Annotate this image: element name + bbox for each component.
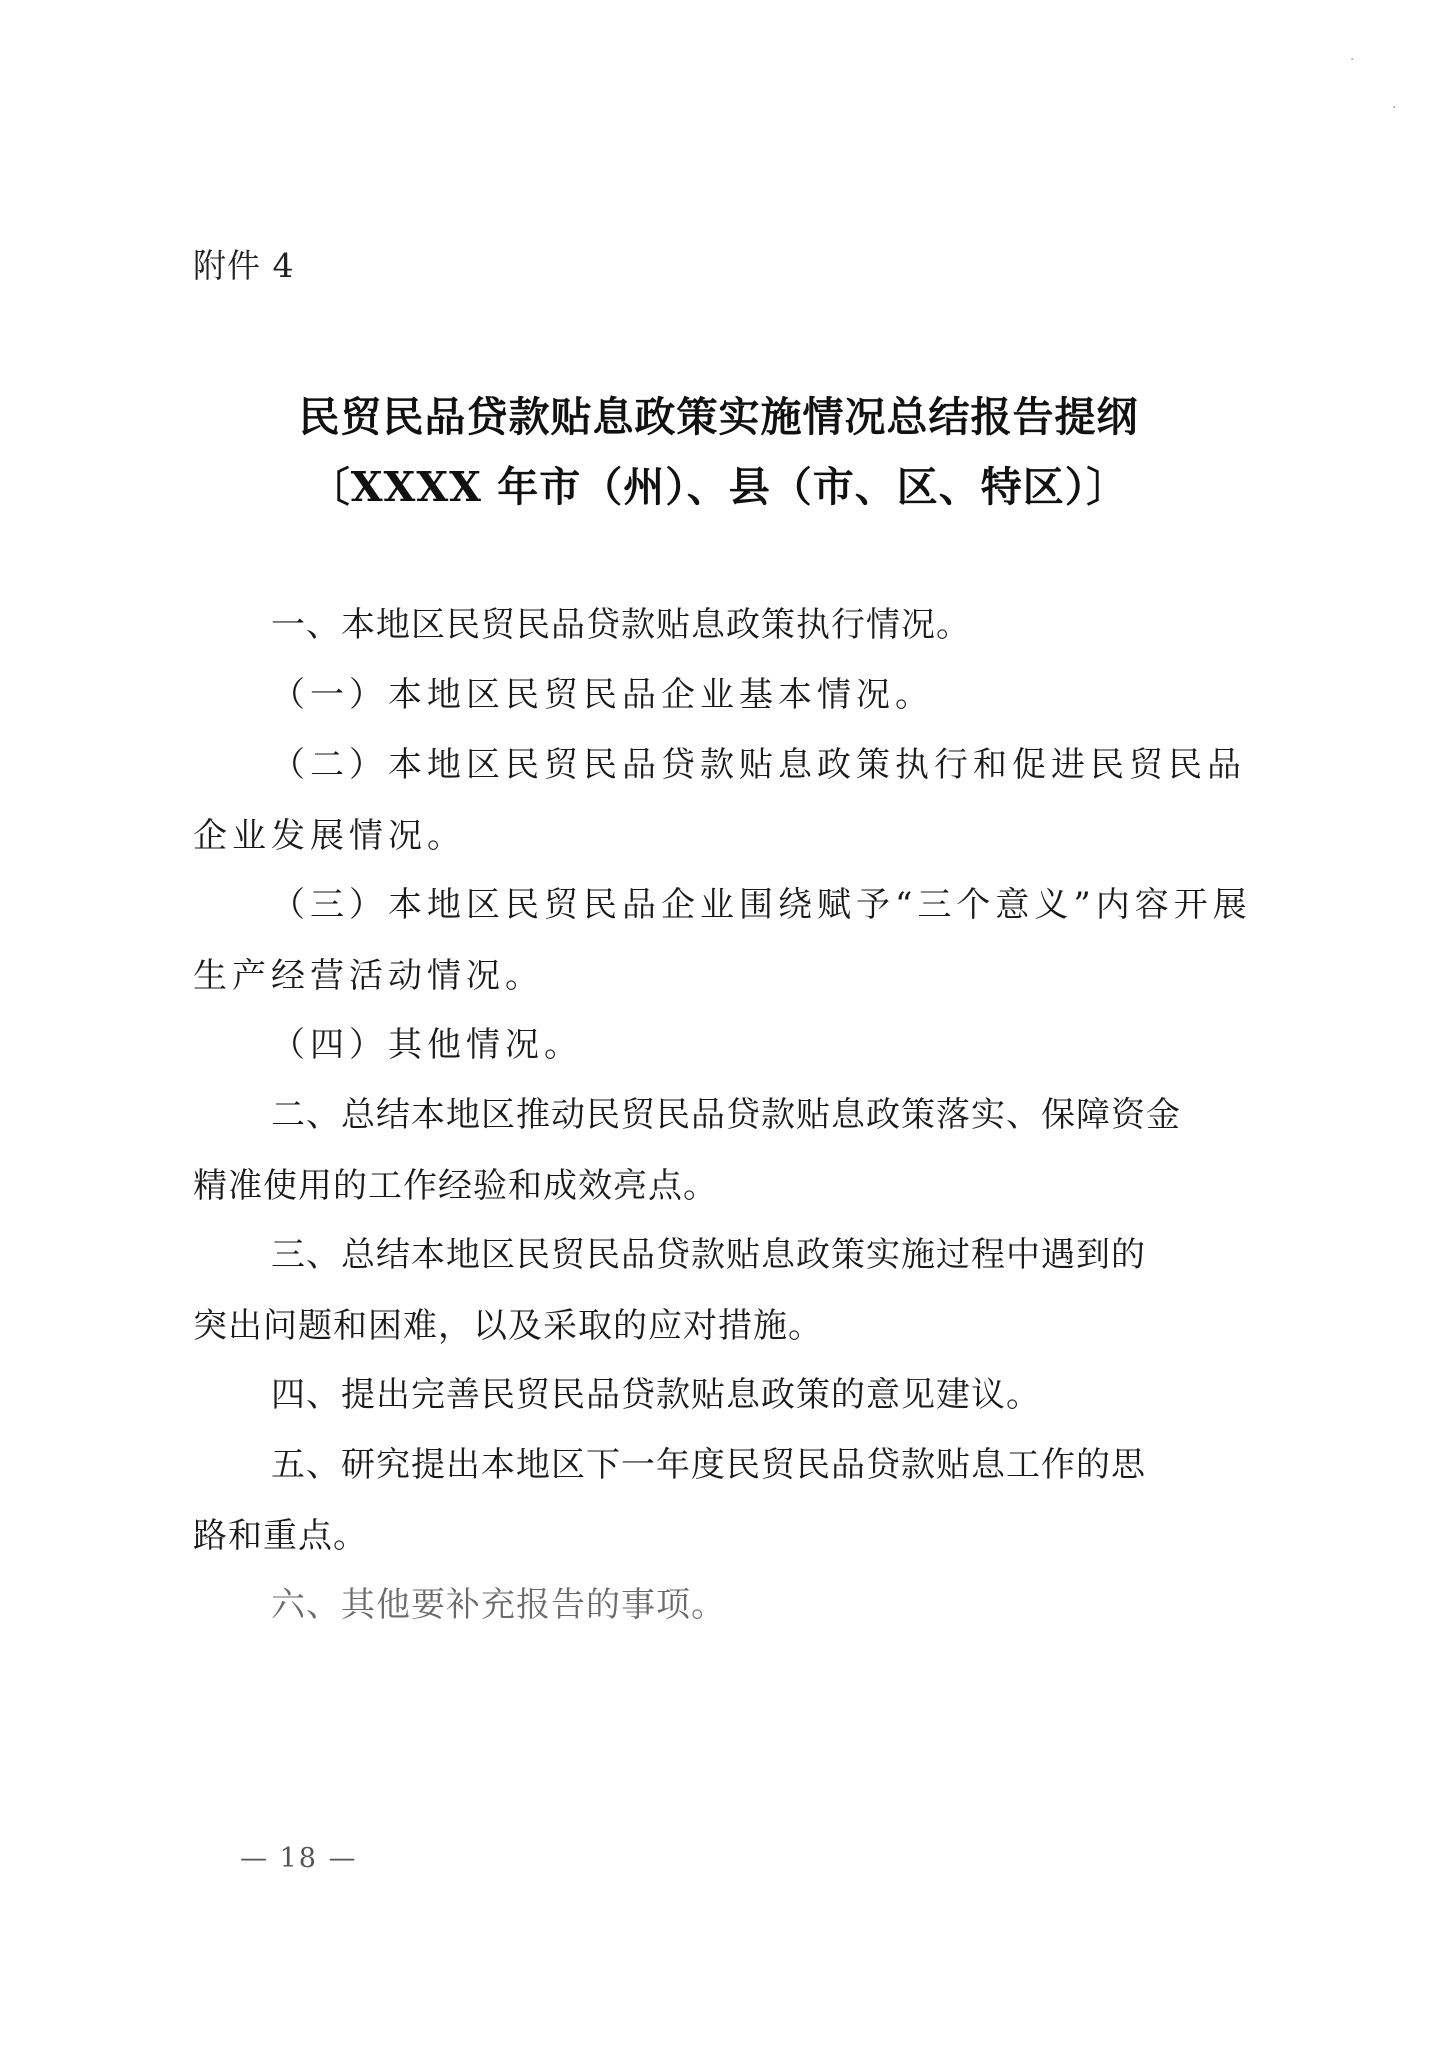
outline-item-2-line2: 精准使用的工作经验和成效亮点。 xyxy=(193,1166,718,1206)
outline-item-5 xyxy=(193,1430,1253,1572)
outline-item-3-line1: 三、总结本地区民贸民品贷款贴息政策实施过程中遇到的 xyxy=(271,1235,1146,1275)
outline-item-6 xyxy=(193,1570,1253,1641)
outline-item-2-line1: 二、总结本地区推动民贸民品贷款贴息政策落实、保障资金 xyxy=(271,1095,1181,1135)
outline-item-3-line2: 突出问题和困难，以及采取的应对措施。 xyxy=(193,1306,823,1346)
document-subtitle: 〔XXXX 年市（州）、县（市、区、特区）〕 xyxy=(308,463,1129,511)
page-number: — 18 — xyxy=(240,1843,358,1874)
outline-item-1-4-line1: （四）其他情况。 xyxy=(271,1025,583,1065)
outline-item-1-3-line2: 生产经营活动情况。 xyxy=(193,956,544,996)
outline-item-6-line1: 六、其他要补充报告的事项。 xyxy=(271,1585,726,1625)
outline-item-1-3-line1: （三）本地区民贸民品企业围绕赋予“三个意义”内容开展 xyxy=(271,885,1252,925)
document-title: 民贸民品贷款贴息政策实施情况总结报告提纲 xyxy=(298,393,1139,441)
outline-item-1-line1: 一、本地区民贸民品贷款贴息政策执行情况。 xyxy=(271,605,971,645)
outline-item-1-3 xyxy=(193,870,1253,1012)
outline-item-4-line1: 四、提出完善民贸民品贷款贴息政策的意见建议。 xyxy=(271,1375,1041,1415)
outline-item-1-2-line2: 企业发展情况。 xyxy=(193,816,466,856)
outline-item-1 xyxy=(193,590,1253,661)
outline-item-4 xyxy=(193,1360,1253,1431)
outline-item-5-line2: 路和重点。 xyxy=(193,1516,368,1556)
attachment-label: 附件 4 xyxy=(193,246,295,285)
outline-item-1-2 xyxy=(193,730,1253,872)
outline-item-2 xyxy=(193,1080,1253,1222)
outline-item-5-line1: 五、研究提出本地区下一年度民贸民品贷款贴息工作的思 xyxy=(271,1445,1146,1485)
outline-item-1-1 xyxy=(193,660,1253,731)
scan-speck-mark: · xyxy=(1392,100,1397,116)
outline-item-1-2-line1: （二）本地区民贸民品贷款贴息政策执行和促进民贸民品 xyxy=(271,745,1246,785)
scan-speck-mark: · xyxy=(1350,52,1355,68)
outline-item-1-1-line1: （一）本地区民贸民品企业基本情况。 xyxy=(271,675,934,715)
outline-item-1-4 xyxy=(193,1010,1253,1081)
outline-item-3 xyxy=(193,1220,1253,1362)
